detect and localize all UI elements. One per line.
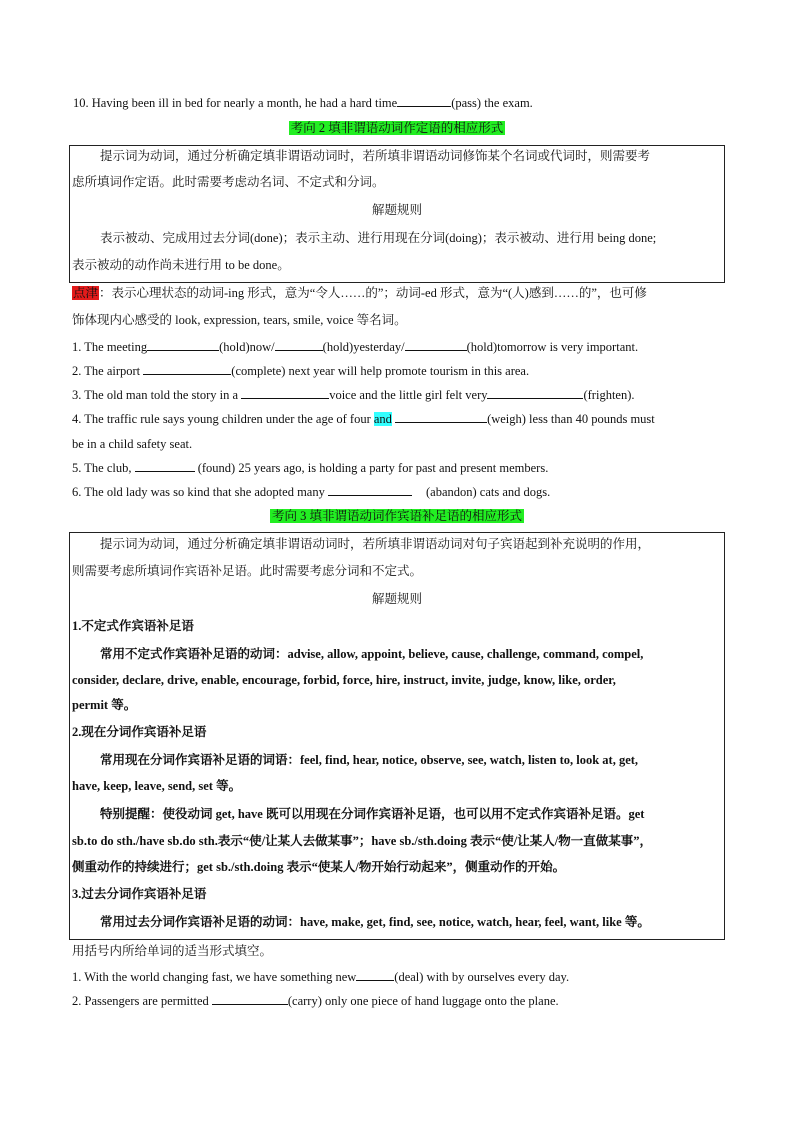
final1-text: 1. With the world changing fast, we have something new	[72, 970, 357, 984]
tip-line-1	[72, 284, 647, 302]
exercise-5	[72, 459, 548, 477]
exercise-4	[72, 410, 655, 428]
answer-blank[interactable]	[143, 362, 231, 375]
answer-blank[interactable]	[147, 338, 219, 351]
final1-text-b: (deal) with by ourselves every day.	[394, 970, 570, 984]
answer-blank[interactable]	[405, 338, 467, 351]
ex2-text: 2. The airport	[72, 364, 144, 378]
ex3-text: 3. The old man told the story in a	[72, 388, 242, 402]
ex1-text-d: (hold)tomorrow is very important.	[466, 340, 639, 354]
rule-infinitive-line-3: permit 等。	[72, 698, 137, 712]
special-note-line-3: 侧重动作的持续进行；get sb./sth.doing 表示“使某人/物开始行动起来”，侧重动作的开始。	[72, 860, 566, 874]
section-3-header	[0, 507, 794, 525]
highlighted-word: and	[373, 412, 392, 426]
tip-label: 点津	[73, 286, 99, 300]
rule-past-participle-line-1: 常用过去分词作宾语补足语的动词：have, make, get, find, see, notice, watch, hear, feel, want, like 等。	[100, 915, 650, 929]
final2-text-b: (carry) only one piece of hand luggage onto the plane.	[287, 994, 559, 1008]
section-3-intro-line-2: 则需要考虑所填词作宾语补足语。此时需要考虑分词和不定式。	[72, 564, 423, 578]
exercise-2	[72, 362, 529, 380]
rule-heading-present-participle: 2.现在分词作宾语补足语	[72, 725, 207, 739]
section-2-intro-line-1: 提示词为动词，通过分析确定填非谓语动词时，若所填非谓语动词修饰某个名词或代词时，则需要考	[100, 149, 651, 163]
final-exercise-1	[72, 968, 569, 986]
ex4-text: 4. The traffic rule says young children under the age of four	[72, 412, 374, 426]
instruction: 用括号内所给单词的适当形式填空。	[72, 944, 273, 958]
special-note-line-1: 特别提醒：使役动词 get, have 既可以用现在分词作宾语补足语，也可以用不定式作宾语补足语。get	[100, 807, 645, 821]
rule-heading-past-participle: 3.过去分词作宾语补足语	[72, 887, 207, 901]
exercise-4-continued: be in a child safety seat.	[72, 437, 193, 451]
rule-infinitive-line-1: 常用不定式作宾语补足语的动词：advise, allow, appoint, believe, cause, challenge, command, compel,	[100, 647, 644, 661]
answer-blank[interactable]	[356, 968, 394, 981]
section-3-rules-title: 解题规则	[371, 592, 422, 606]
ex2-text-b: (complete) next year will help promote tourism in this area.	[231, 364, 530, 378]
answer-blank[interactable]	[328, 483, 412, 496]
section-2-rule-line-2: 表示被动的动作尚未进行用 to be done。	[72, 258, 290, 272]
q10-text-end: (pass) the exam.	[451, 96, 533, 110]
rule-present-participle-line-2: have, keep, leave, send, set 等。	[72, 779, 242, 793]
rule-present-participle-line-1: 常用现在分词作宾语补足语的词语：feel, find, hear, notice, observe, see, watch, listen to, look at, get,	[100, 753, 639, 767]
answer-blank[interactable]	[395, 410, 487, 423]
answer-blank[interactable]	[212, 992, 288, 1005]
section-3-title: 考向 3 填非谓语动词作宾语补足语的相应形式	[271, 509, 522, 523]
ex1-text-c: (hold)yesterday/	[322, 340, 405, 354]
answer-blank[interactable]	[487, 386, 583, 399]
exercise-1	[72, 338, 638, 356]
ex1-text-b: (hold)now/	[219, 340, 275, 354]
ex5-text: 5. The club,	[72, 461, 135, 475]
ex3-text-b: voice and the little girl felt very	[329, 388, 488, 402]
section-2-intro-line-2: 虑所填词作定语。此时需要考虑动名词、不定式和分词。	[72, 175, 385, 189]
tip-text-1: ：表示心理状态的动词-ing 形式，意为“令人……的”；动词-ed 形式，意为“(人)感到……的”，也可修	[99, 286, 647, 300]
final2-text: 2. Passengers are permitted	[72, 994, 212, 1008]
ex5-text-b: (found) 25 years ago, is holding a party for past and present members.	[194, 461, 549, 475]
ex6-text: 6. The old lady was so kind that she adopted many	[72, 485, 328, 499]
ex6-text-b: (abandon) cats and dogs.	[425, 485, 551, 499]
answer-blank[interactable]	[275, 338, 323, 351]
ex4-text-b: (weigh) less than 40 pounds must	[487, 412, 655, 426]
section-2-header	[0, 119, 794, 137]
special-note-line-2: sb.to do sth./have sb.do sth.表示“使/让某人去做某事”；have sb./sth.doing 表示“使/让某人/物一直做某事”，	[72, 834, 652, 848]
rule-infinitive-line-2: consider, declare, drive, enable, encourage, forbid, force, hire, instruct, invite, judge, know, like, order,	[72, 673, 616, 687]
answer-blank[interactable]	[397, 94, 451, 107]
final-exercise-2	[72, 992, 559, 1010]
answer-blank[interactable]	[241, 386, 329, 399]
exercise-3	[72, 386, 635, 404]
section-2-rules-title: 解题规则	[371, 203, 422, 217]
section-2-rule-line-1: 表示被动、完成用过去分词(done)；表示主动、进行用现在分词(doing)；表示被动、进行用 being done;	[100, 231, 657, 245]
answer-blank[interactable]	[135, 459, 195, 472]
section-3-intro-line-1: 提示词为动词，通过分析确定填非谓语动词时，若所填非谓语动词对句子宾语起到补充说明的作用，	[100, 537, 651, 551]
exercise-6	[72, 483, 550, 501]
ex3-text-c: (frighten).	[583, 388, 635, 402]
ex1-text: 1. The meeting	[72, 340, 148, 354]
tip-line-2: 饰体现内心感受的 look, expression, tears, smile, voice 等名词。	[72, 313, 407, 327]
question-10	[73, 94, 533, 112]
section-2-title: 考向 2 填非谓语动词作定语的相应形式	[290, 121, 504, 135]
rule-heading-infinitive: 1.不定式作宾语补足语	[72, 619, 194, 633]
q10-text: 10. Having been ill in bed for nearly a month, he had a hard time	[73, 96, 398, 110]
